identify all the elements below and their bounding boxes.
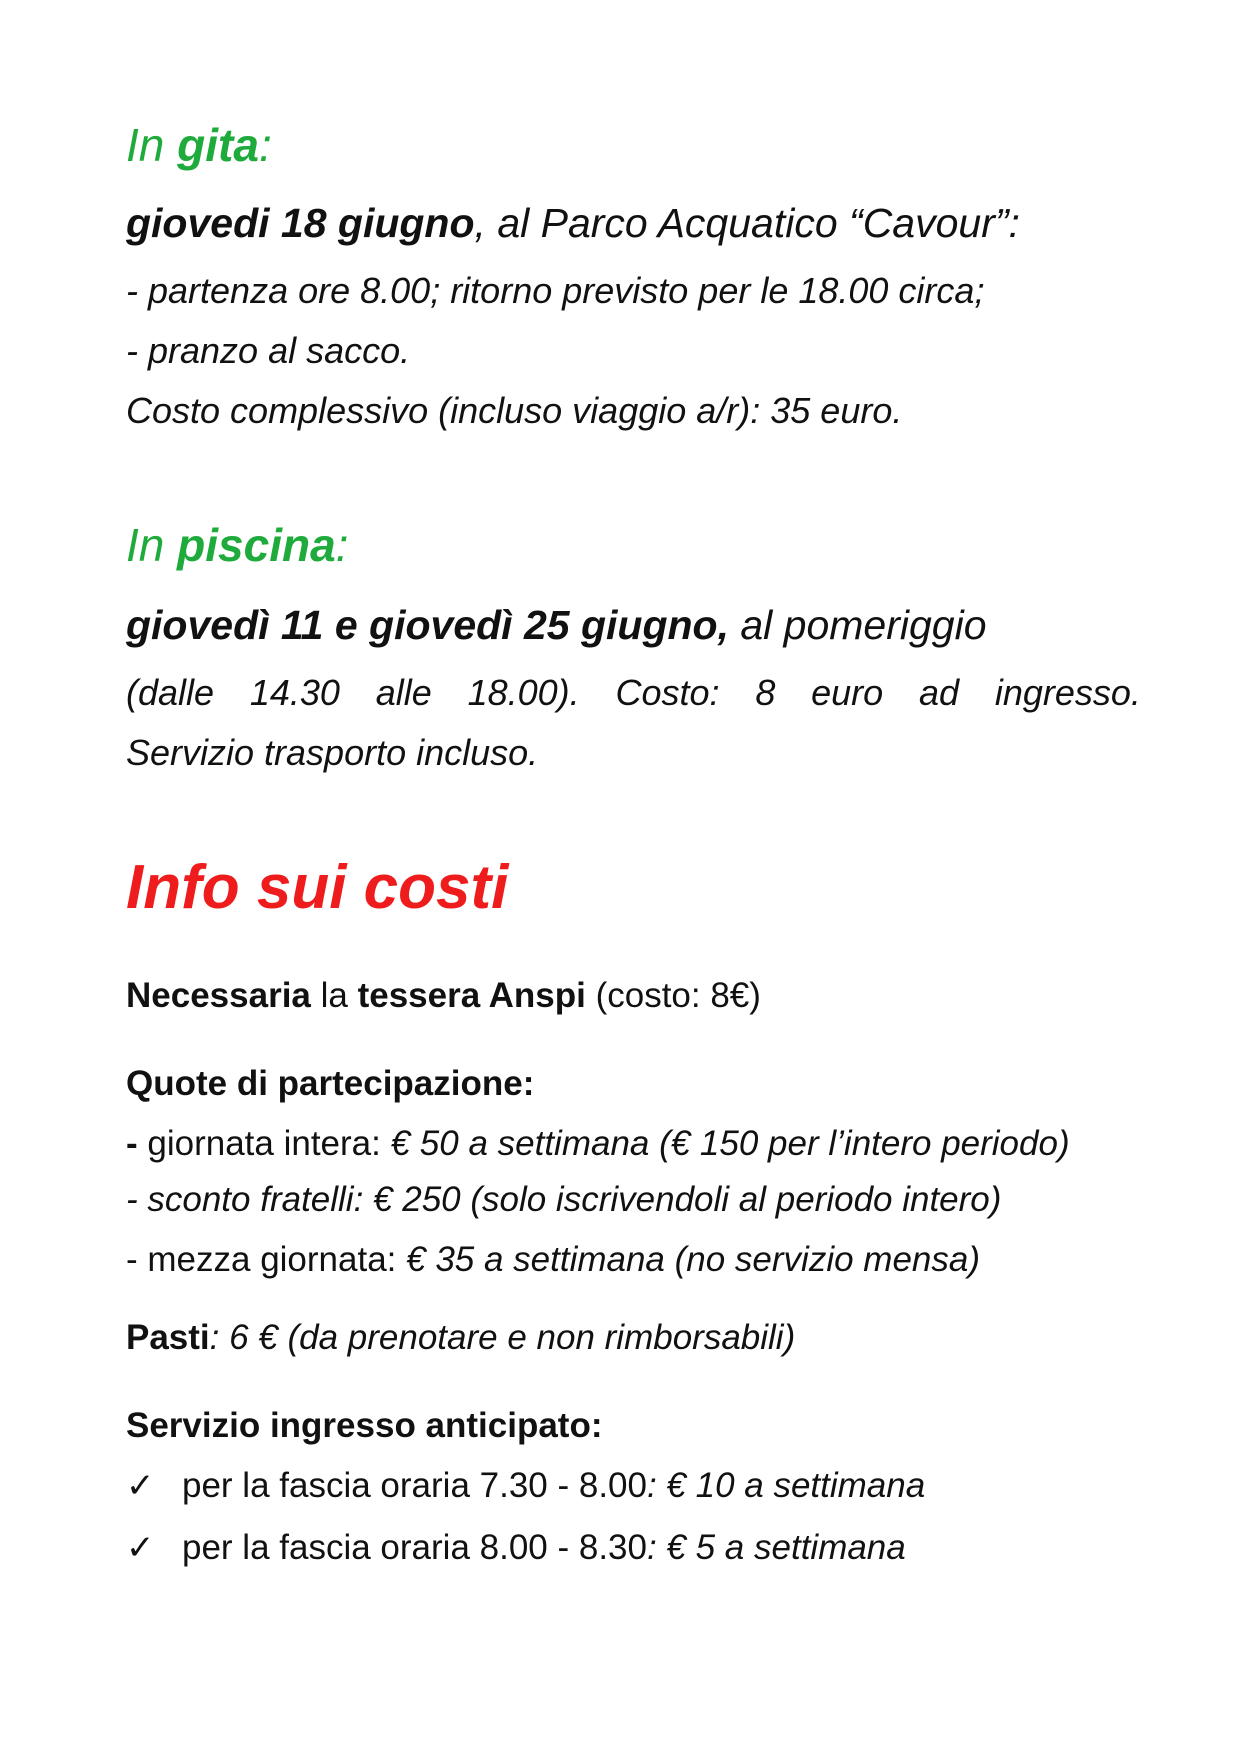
piscina-heading-bold: piscina xyxy=(177,519,336,571)
piscina-details-line xyxy=(126,672,1141,714)
piscina-word: 8 xyxy=(755,672,776,713)
quota-half-day xyxy=(126,1240,980,1280)
piscina-date-line xyxy=(126,602,987,649)
piscina-word: 14.30 xyxy=(249,672,340,713)
tessera-required: Necessaria xyxy=(126,976,311,1015)
quote-heading xyxy=(126,1064,534,1104)
gita-item-departure: - partenza ore 8.00; ritorno previsto per le 18.00 circa; xyxy=(126,270,985,311)
pasti-label: Pasti xyxy=(126,1318,210,1357)
gita-heading-bold: gita xyxy=(177,119,259,171)
gita-heading-prefix: In xyxy=(126,119,178,171)
piscina-dates: giovedì 11 e giovedì 25 giugno, xyxy=(126,602,729,648)
piscina-word: (dalle xyxy=(126,672,215,713)
gita-heading-suffix: : xyxy=(258,119,272,171)
pasti-value: : 6 € (da prenotare e non rimborsabili) xyxy=(209,1318,796,1357)
piscina-word: Costo: xyxy=(615,672,720,713)
gita-date: giovedi 18 giugno xyxy=(126,200,475,246)
gita-location: , al Parco Acquatico “Cavour”: xyxy=(474,200,1020,246)
tessera-cost: (costo: 8€) xyxy=(585,976,761,1015)
anticipato-item-2-value: : € 5 a settimana xyxy=(646,1528,906,1567)
gita-heading xyxy=(126,118,272,172)
tessera-name: tessera Anspi xyxy=(357,976,586,1015)
tessera-line xyxy=(126,976,761,1016)
quota-full-day xyxy=(126,1124,1070,1164)
piscina-heading-suffix: : xyxy=(335,519,349,571)
tessera-connector: la xyxy=(310,976,358,1015)
anticipato-item-1-label: per la fascia oraria 7.30 - 8.00 xyxy=(182,1466,647,1505)
gita-cost: Costo complessivo (incluso viaggio a/r): 35 euro. xyxy=(126,390,903,431)
quota-half-day-value: € 35 a settimana (no servizio mensa) xyxy=(406,1240,981,1279)
piscina-word: alle xyxy=(375,672,432,713)
piscina-word: ad xyxy=(919,672,960,713)
anticipato-item-2-label: per la fascia oraria 8.00 - 8.30 xyxy=(182,1528,647,1567)
info-title: Info sui costi xyxy=(126,853,509,922)
quota-siblings: - sconto fratelli: € 250 (solo iscrivendoli al periodo intero) xyxy=(126,1180,1002,1219)
quota-full-day-label: giornata intera: xyxy=(137,1124,391,1163)
piscina-word: ingresso. xyxy=(994,672,1141,713)
quote-heading-text: Quote di partecipazione: xyxy=(126,1064,535,1103)
quota-dash: - xyxy=(126,1124,138,1163)
piscina-heading xyxy=(126,518,348,572)
piscina-word: euro xyxy=(811,672,884,713)
piscina-word: 18.00). xyxy=(467,672,580,713)
check-icon: ✓ xyxy=(126,1529,155,1567)
anticipato-heading xyxy=(126,1406,603,1446)
pasti-line xyxy=(126,1318,795,1358)
quota-half-day-label: - mezza giornata: xyxy=(126,1240,407,1279)
quota-full-day-value: € 50 a settimana (€ 150 per l’intero periodo) xyxy=(390,1124,1070,1163)
anticipato-item-1 xyxy=(126,1466,925,1506)
check-icon: ✓ xyxy=(126,1467,155,1505)
anticipato-heading-text: Servizio ingresso anticipato: xyxy=(126,1406,603,1445)
anticipato-item-2 xyxy=(126,1528,906,1568)
gita-date-line xyxy=(126,200,1020,247)
anticipato-item-1-value: : € 10 a settimana xyxy=(646,1466,926,1505)
gita-item-lunch: - pranzo al sacco. xyxy=(126,330,411,371)
piscina-transport: Servizio trasporto incluso. xyxy=(126,732,539,773)
piscina-heading-prefix: In xyxy=(126,519,178,571)
piscina-time-of-day: al pomeriggio xyxy=(728,602,987,648)
